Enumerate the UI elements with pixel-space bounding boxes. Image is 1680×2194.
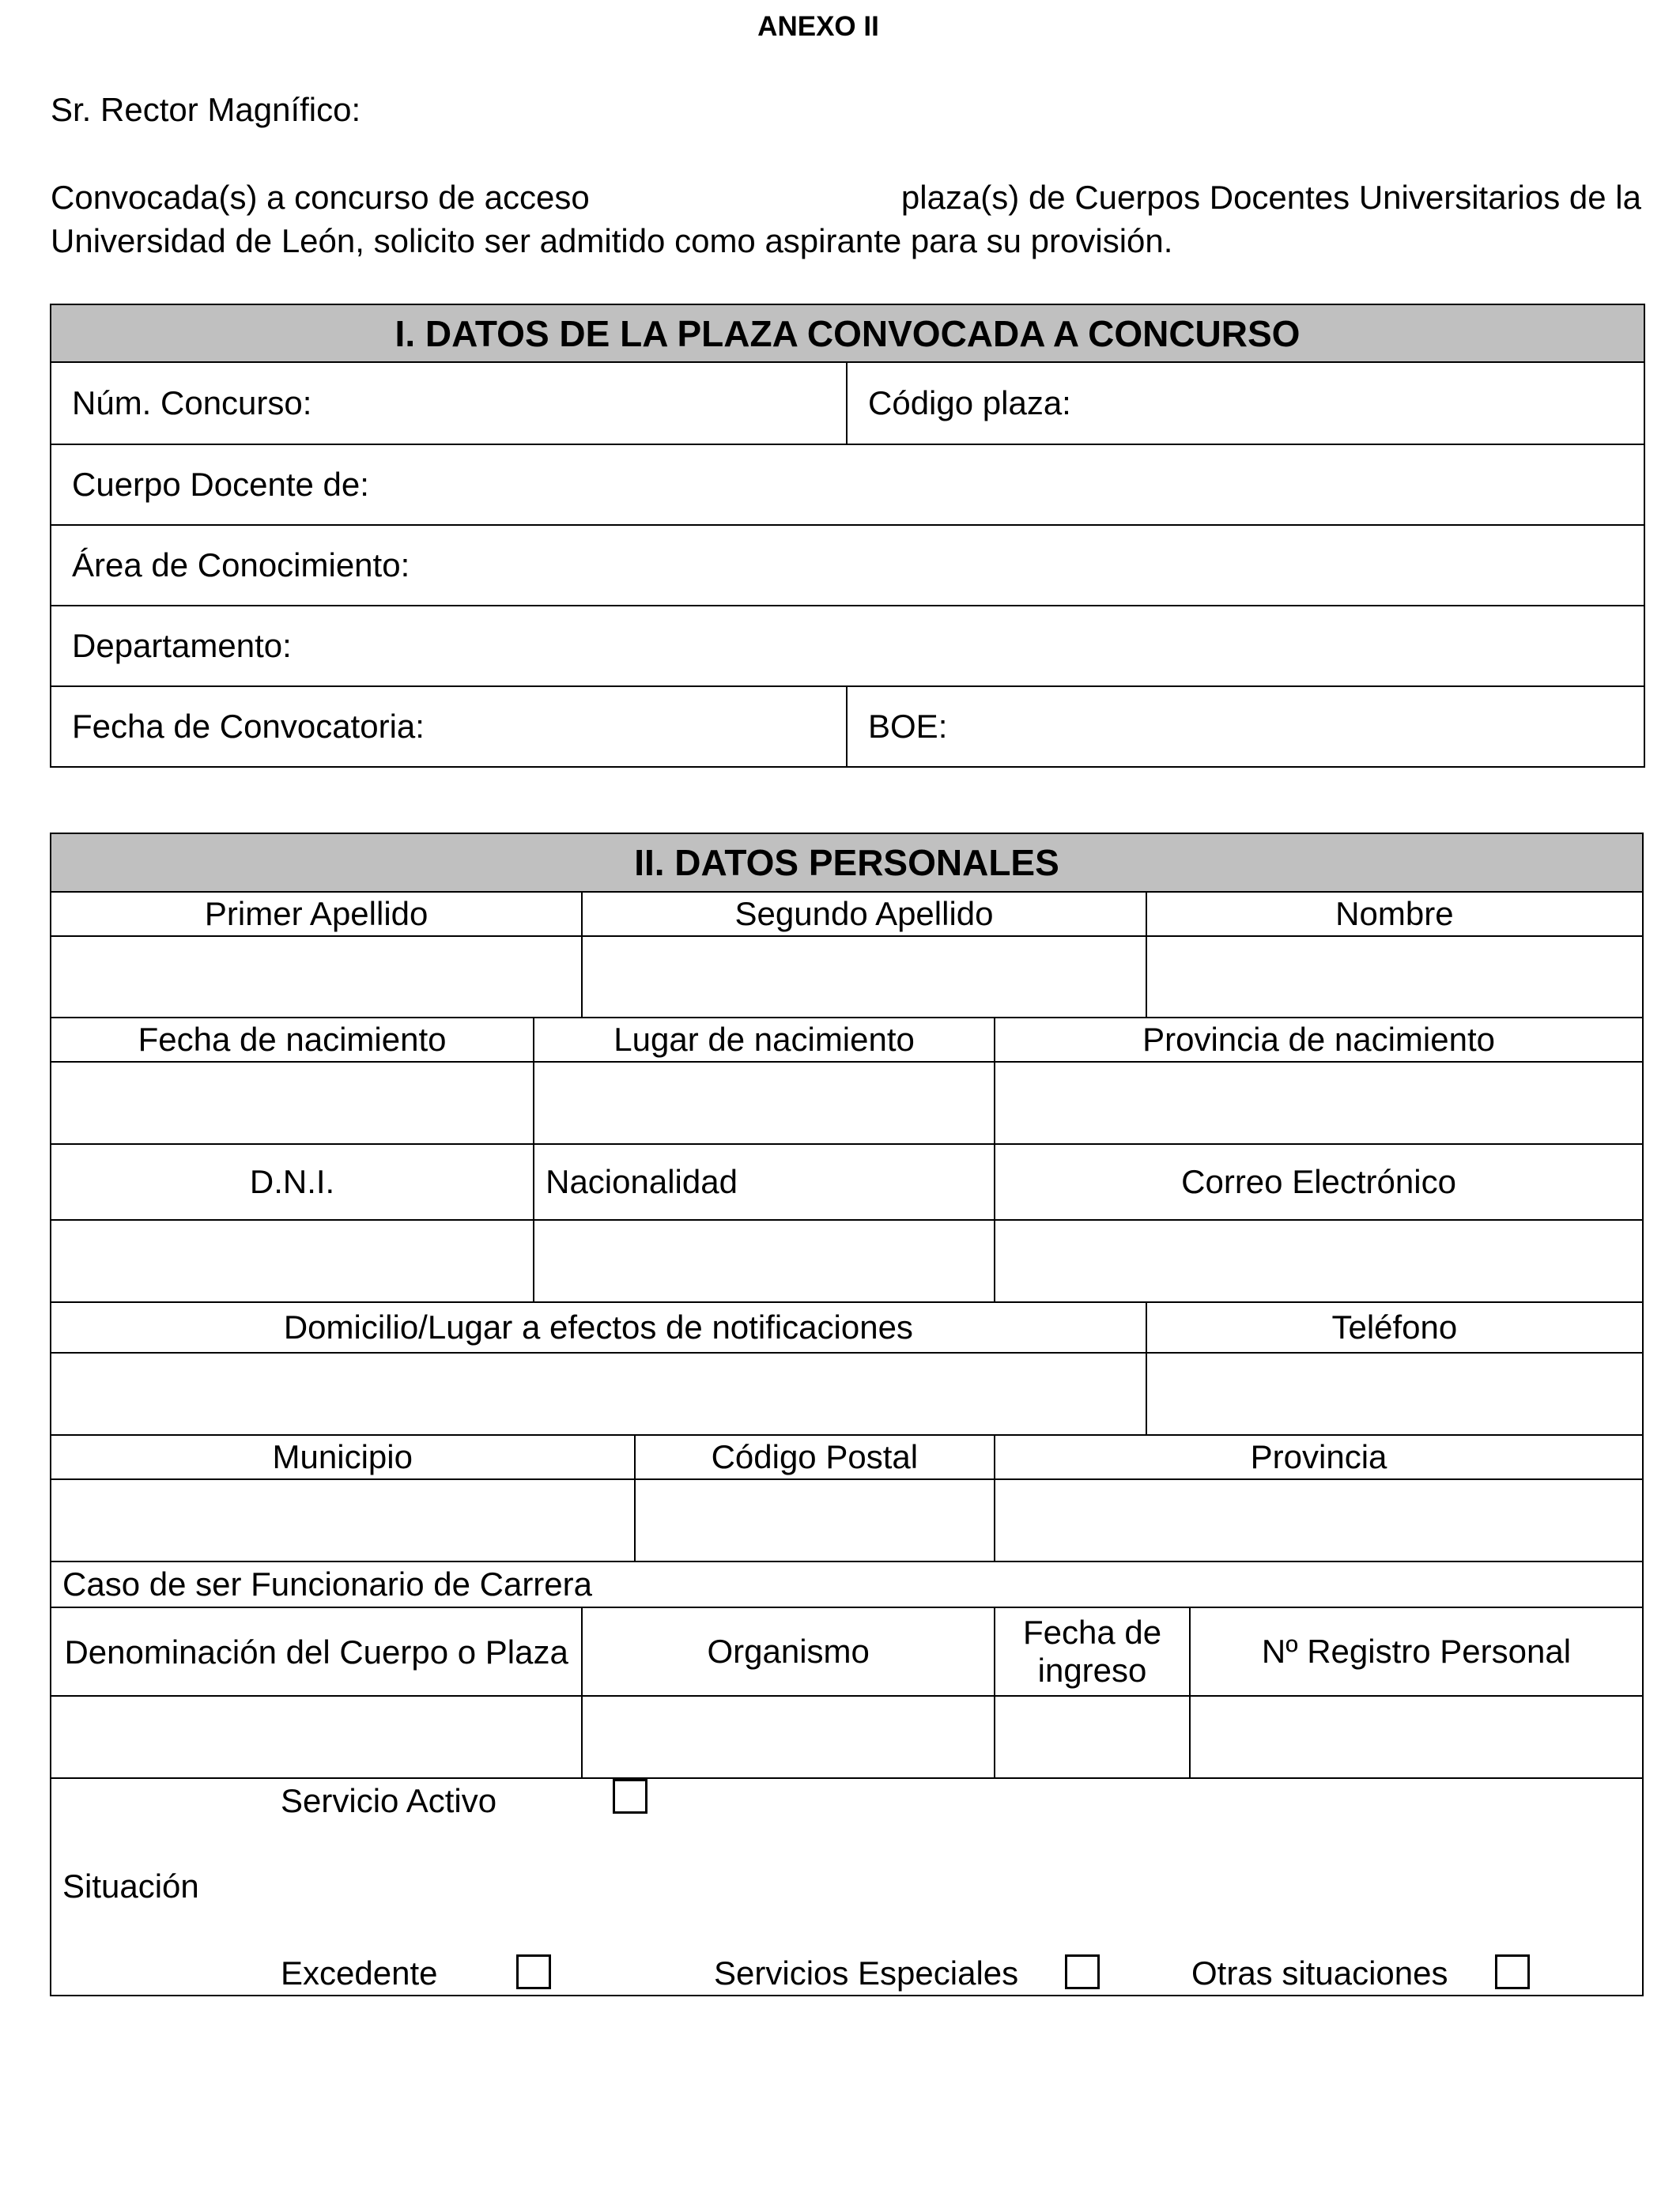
area-conocimiento-field[interactable]: Área de Conocimiento: [51, 525, 1644, 606]
provincia-input[interactable] [995, 1479, 1643, 1561]
lugar-nacimiento-label: Lugar de nacimiento [534, 1018, 995, 1062]
section1-heading: I. DATOS DE LA PLAZA CONVOCADA A CONCURSO [51, 304, 1644, 362]
servicio-activo-label: Servicio Activo [281, 1782, 497, 1819]
intro-line2: Universidad de León, solicito ser admitido como aspirante para su provisión. [51, 222, 1173, 259]
intro-part2: plaza(s) de Cuerpos Docentes Universitarios de la [900, 179, 1641, 216]
situacion-cell [51, 1778, 1643, 1996]
servicios-especiales-label: Servicios Especiales [714, 1954, 1019, 1992]
fecha-convocatoria-field[interactable]: Fecha de Convocatoria: [51, 686, 847, 767]
codigo-postal-input[interactable] [635, 1479, 995, 1561]
municipio-label: Municipio [51, 1435, 635, 1479]
nacionalidad-label: Nacionalidad [534, 1144, 995, 1220]
codigo-plaza-field[interactable]: Código plaza: [847, 362, 1644, 444]
provincia-nacimiento-label: Provincia de nacimiento [995, 1018, 1643, 1062]
correo-label: Correo Electrónico [995, 1144, 1643, 1220]
intro-part1: Convocada(s) a concurso de acceso [51, 179, 590, 216]
fecha-ingreso-label: Fecha de ingreso [995, 1607, 1190, 1696]
departamento-field[interactable]: Departamento: [51, 606, 1644, 686]
primer-apellido-input[interactable] [51, 936, 582, 1018]
lugar-nacimiento-input[interactable] [534, 1062, 995, 1144]
document-title: ANEXO II [757, 11, 879, 42]
domicilio-label: Domicilio/Lugar a efectos de notificaciones [51, 1302, 1146, 1353]
excedente-checkbox[interactable] [516, 1954, 551, 1989]
num-concurso-field[interactable]: Núm. Concurso: [51, 362, 847, 444]
domicilio-input[interactable] [51, 1353, 1146, 1435]
primer-apellido-label: Primer Apellido [51, 892, 582, 936]
cuerpo-docente-field[interactable]: Cuerpo Docente de: [51, 444, 1644, 525]
registro-input[interactable] [1190, 1696, 1643, 1778]
provincia-nacimiento-input[interactable] [995, 1062, 1643, 1144]
fecha-nacimiento-input[interactable] [51, 1062, 534, 1144]
dni-label: D.N.I. [51, 1144, 534, 1220]
registro-label: Nº Registro Personal [1190, 1607, 1643, 1696]
funcionario-label: Caso de ser Funcionario de Carrera [51, 1561, 1643, 1607]
segundo-apellido-input[interactable] [582, 936, 1146, 1018]
organismo-input[interactable] [582, 1696, 995, 1778]
servicios-especiales-checkbox[interactable] [1065, 1954, 1100, 1989]
salutation: Sr. Rector Magnífico: [51, 91, 361, 128]
nombre-label: Nombre [1146, 892, 1643, 936]
telefono-input[interactable] [1146, 1353, 1643, 1435]
nacionalidad-input[interactable] [534, 1220, 995, 1302]
fecha-nacimiento-label: Fecha de nacimiento [51, 1018, 534, 1062]
nombre-input[interactable] [1146, 936, 1643, 1018]
dni-input[interactable] [51, 1220, 534, 1302]
excedente-label: Excedente [281, 1954, 438, 1992]
intro-paragraph [51, 176, 1641, 262]
telefono-label: Teléfono [1146, 1302, 1643, 1353]
situacion-label: Situación [62, 1867, 199, 1905]
personal-data-table [50, 833, 1644, 1996]
otras-situaciones-label: Otras situaciones [1191, 1954, 1448, 1992]
organismo-label: Organismo [582, 1607, 995, 1696]
section2-heading: II. DATOS PERSONALES [51, 833, 1643, 892]
codigo-postal-label: Código Postal [635, 1435, 995, 1479]
boe-field[interactable]: BOE: [847, 686, 1644, 767]
segundo-apellido-label: Segundo Apellido [582, 892, 1146, 936]
otras-situaciones-checkbox[interactable] [1495, 1954, 1530, 1989]
plazas-count-blank[interactable] [681, 176, 810, 219]
provincia-label: Provincia [995, 1435, 1643, 1479]
servicio-activo-checkbox[interactable] [613, 1779, 647, 1814]
correo-input[interactable] [995, 1220, 1643, 1302]
plaza-data-table [50, 304, 1645, 768]
fecha-ingreso-input[interactable] [995, 1696, 1190, 1778]
denominacion-label: Denominación del Cuerpo o Plaza [51, 1607, 582, 1696]
denominacion-input[interactable] [51, 1696, 582, 1778]
municipio-input[interactable] [51, 1479, 635, 1561]
